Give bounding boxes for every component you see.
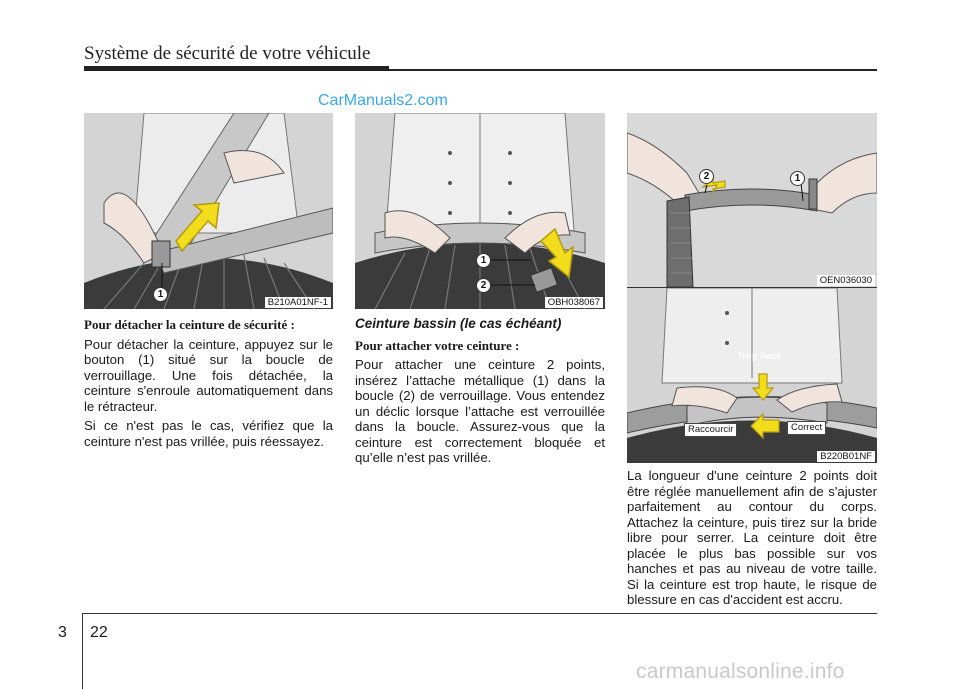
callout-badge-1: 1 <box>790 171 805 186</box>
text-column-1 <box>84 317 333 453</box>
header-rule-thick <box>84 66 389 71</box>
page-header-title: Système de sécurité de votre véhicule <box>84 43 371 64</box>
figure-code: OBH038067 <box>545 297 603 308</box>
figure-unbuckle <box>84 113 333 309</box>
watermark-bottom: carmanualsonline.info <box>636 660 845 683</box>
footer-rule <box>82 613 877 614</box>
chapter-number: 3 <box>58 624 67 641</box>
figure-lap-belt <box>355 113 605 309</box>
paragraph: La longueur d'une ceinture 2 points doit être réglée manuellement afin de s'ajuster parfaitement au contour du corps. Attachez la ceinture, puis tirez sur la bride libre pour serrer. La ceinture doit être placée le plus bas possible sur vos hanches et pas au niveau de votre taille. Si la ceinture est trop haute, le risque de blessure en cas d'accident est accru. <box>627 468 877 607</box>
header-rule-thin <box>389 69 877 71</box>
figure-code: B220B01NF <box>817 451 875 462</box>
label-trop-haut: Trop haut <box>737 351 781 362</box>
figure-code: OEN036030 <box>817 275 875 286</box>
section-heading: Ceinture bassin (le cas échéant) <box>355 316 562 331</box>
figure-strap-adjust <box>627 113 877 287</box>
label-raccourcir: Raccourcir <box>684 423 737 437</box>
figure-code: B210A01NF-1 <box>265 297 331 308</box>
page-number: 22 <box>90 624 108 641</box>
paragraph: Pour détacher la ceinture, appuyez sur le bouton (1) situé sur la boucle de verrouillage. Une fois détachée, la ceinture s'enroule automatiquement dans le rétracteur. <box>84 336 333 414</box>
watermark-top: CarManuals2.com <box>318 92 448 109</box>
callout-badge-1: 1 <box>153 287 168 302</box>
callout-badge-2: 2 <box>699 169 714 184</box>
paragraph: Si ce n'est pas le cas, vérifiez que la ceinture n'est pas vrillée, puis réessayez. <box>84 418 333 449</box>
footer-divider <box>82 613 83 689</box>
text-column-2 <box>355 316 605 470</box>
figure-belt-position <box>627 288 877 463</box>
label-correct: Correct <box>787 421 826 435</box>
sub-heading: Pour attacher votre ceinture : <box>355 337 520 353</box>
callout-badge-1: 1 <box>476 253 491 268</box>
paragraph: Pour attacher une ceinture 2 points, insérez l’attache métallique (1) dans la boucle (2) de verrouillage. Vous entendez un déclic lorsque l’attache est verrouillée dans la boucle. Assurez-vous que la ceinture est correctement bloquée et qu’elle n’est pas vrillée. <box>355 357 605 465</box>
text-column-3 <box>627 468 877 612</box>
callout-badge-2: 2 <box>476 278 491 293</box>
section-heading: Pour détacher la ceinture de sécurité : <box>84 317 295 332</box>
